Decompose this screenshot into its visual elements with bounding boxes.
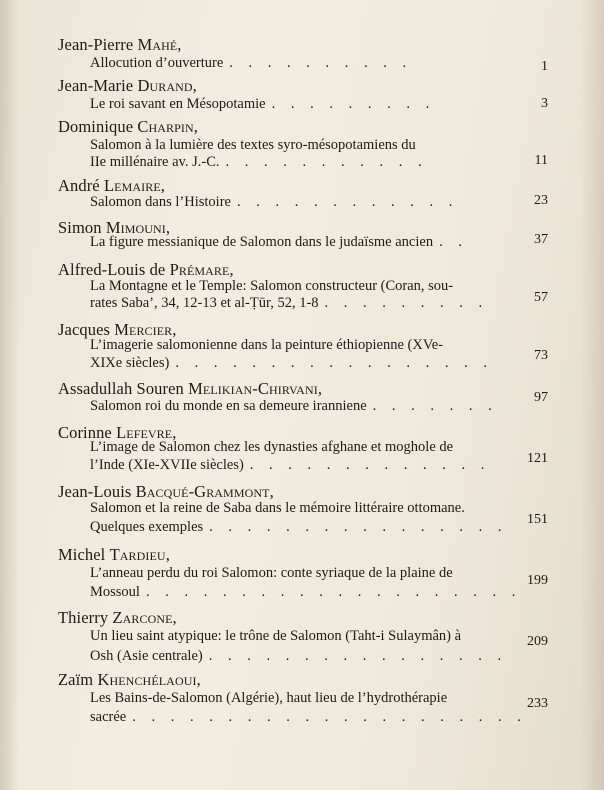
contribution-title: L’imagerie salomonienne dans la peinture éthiopienne (XVe-: [90, 337, 443, 353]
contribution-title-continued: rates Saba’, 34, 12-13 et al-Ṭūr, 52, 1-8 . . . . . . . . .: [90, 295, 489, 311]
contribution-title: Les Bains-de-Salomon (Algérie), haut lieu de l’hydrothérapie: [90, 690, 448, 706]
author-name: Alfred-Louis de Prémare,: [58, 260, 234, 279]
author-name: Jean-Louis Bacqué-Grammont,: [58, 482, 274, 501]
page-number: 23: [534, 193, 548, 208]
page-number: 73: [534, 348, 548, 363]
page-edge-shadow: [580, 0, 604, 790]
page-number: 151: [527, 512, 548, 527]
author-name: Simon Mimouni,: [58, 218, 171, 237]
page-gutter-shadow: [0, 0, 20, 790]
leader-dots: . . . . . . . . . . . . .: [249, 457, 491, 473]
contribution-title-continued: l’Inde (XIe-XVIIe siècles) . . . . . . . . . . . . .: [90, 457, 491, 473]
contribution-title: La figure messianique de Salomon dans le judaïsme ancien . .: [90, 234, 468, 250]
page-number: 3: [541, 96, 548, 111]
author-name: Thierry Zarcone,: [58, 608, 177, 627]
contribution-title: Salomon roi du monde en sa demeure iranniene . . . . . . .: [90, 398, 498, 414]
page-number: 1: [541, 59, 548, 74]
leader-dots: . . . . . . .: [372, 398, 498, 414]
contribution-title: L’image de Salomon chez les dynasties afghane et moghole de: [90, 439, 454, 455]
page-number: 57: [534, 290, 548, 305]
leader-dots: . . . . . . . . . . . .: [236, 194, 459, 210]
leader-dots: . . . . . . . . . . . . . . . . .: [175, 355, 493, 371]
leader-dots: . . . . . . . . . .: [229, 55, 413, 71]
contribution-title-continued: XIXe siècles) . . . . . . . . . . . . . . . . .: [90, 355, 493, 371]
author-name: André Lemaire,: [58, 176, 165, 195]
contribution-title-continued: sacrée . . . . . . . . . . . . . . . . . . . . .: [90, 709, 527, 725]
page-number: 11: [534, 153, 548, 168]
author-name: Jean-Pierre Mahé,: [58, 35, 182, 54]
page-number: 37: [534, 232, 548, 247]
page-number: 97: [534, 390, 548, 405]
leader-dots: . . . . . . . . . . . . . . . .: [208, 648, 508, 664]
contribution-title: Salomon et la reine de Saba dans le mémoire littéraire ottomane.: [90, 500, 465, 516]
contribution-title: Le roi savant en Mésopotamie . . . . . . . . .: [90, 96, 436, 112]
contribution-title-continued: Mossoul . . . . . . . . . . . . . . . . . . . .: [90, 584, 522, 600]
author-name: Michel Tardieu,: [58, 545, 170, 564]
leader-dots: . . . . . . . . . . .: [225, 154, 428, 170]
author-name: Dominique Charpin,: [58, 117, 199, 136]
contribution-title: L’anneau perdu du roi Salomon: conte syriaque de la plaine de: [90, 565, 453, 581]
contribution-title-continued: Quelques exemples . . . . . . . . . . . . . . . .: [90, 519, 508, 535]
page-number: 121: [527, 451, 548, 466]
contribution-title: La Montagne et le Temple: Salomon constructeur (Coran, sou-: [90, 278, 454, 294]
contribution-title-continued: IIe millénaire av. J.-C. . . . . . . . . . . .: [90, 154, 428, 170]
page-number: 209: [527, 634, 548, 649]
leader-dots: . . . . . . . . . . . . . . . . . . . .: [145, 584, 522, 600]
leader-dots: . . . . . . . . .: [324, 295, 489, 311]
author-name: Corinne Lefevre,: [58, 423, 177, 442]
contribution-title: Salomon dans l’Histoire . . . . . . . . . . . .: [90, 194, 459, 210]
author-name: Jacques Mercier,: [58, 320, 177, 339]
contribution-title: Allocution d’ouverture . . . . . . . . . .: [90, 55, 413, 71]
leader-dots: . . . . . . . . .: [271, 96, 436, 112]
author-name: Zaïm Khenchélaoui,: [58, 670, 201, 689]
page-number: 233: [527, 696, 548, 711]
page-number: 199: [527, 573, 548, 588]
author-name: Assadullah Souren Melikian-Chirvani,: [58, 379, 323, 398]
contribution-title-continued: Osh (Asie centrale) . . . . . . . . . . . . . . . .: [90, 648, 508, 664]
author-name: Jean-Marie Durand,: [58, 76, 197, 95]
leader-dots: . . . . . . . . . . . . . . . .: [209, 519, 508, 535]
contribution-title: Un lieu saint atypique: le trône de Salomon (Taht-i Sulaymân) à: [90, 628, 462, 644]
leader-dots: . .: [439, 234, 468, 250]
leader-dots: . . . . . . . . . . . . . . . . . . . . .: [132, 709, 527, 725]
contribution-title: Salomon à la lumière des textes syro-mésopotamiens du: [90, 137, 416, 153]
